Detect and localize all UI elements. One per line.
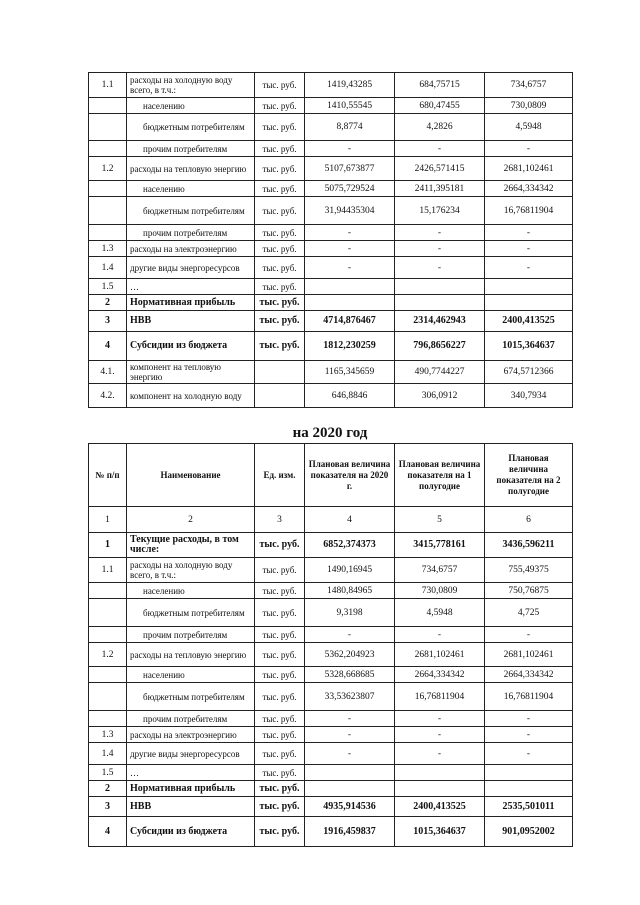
row-value-half-2: 4,725 (485, 599, 573, 627)
row-number: 3 (89, 797, 127, 817)
row-name: Субсидии из бюджета (127, 332, 255, 361)
row-value-half-2: 2681,102461 (485, 157, 573, 181)
budget-table-continued (88, 72, 573, 408)
row-value-half-1: - (395, 225, 485, 241)
row-value-half-2: - (485, 727, 573, 743)
table-row (89, 279, 573, 295)
row-number: 1.4 (89, 257, 127, 279)
budget-table-2020 (88, 443, 573, 847)
row-value-half-2: 674,5712366 (485, 361, 573, 384)
row-unit: тыс. руб. (255, 279, 305, 295)
row-value-plan-year (305, 781, 395, 797)
row-value-half-1: - (395, 257, 485, 279)
row-value-half-1: 734,6757 (395, 558, 485, 583)
row-value-plan-year: 4935,914536 (305, 797, 395, 817)
row-value-half-2: - (485, 627, 573, 643)
row-unit: тыс. руб. (255, 583, 305, 599)
row-name: населению (127, 98, 255, 114)
row-value-half-2: 755,49375 (485, 558, 573, 583)
row-unit: тыс. руб. (255, 817, 305, 847)
row-value-half-2: 2664,334342 (485, 667, 573, 683)
table-row (89, 533, 573, 558)
row-number: 4.1. (89, 361, 127, 384)
row-unit: тыс. руб. (255, 781, 305, 797)
row-value-half-2 (485, 279, 573, 295)
row-number (89, 711, 127, 727)
row-value-half-2: - (485, 257, 573, 279)
header-unit: Ед. изм. (255, 444, 305, 507)
row-value-half-1 (395, 279, 485, 295)
row-value-plan-year: - (305, 257, 395, 279)
row-unit: тыс. руб. (255, 765, 305, 781)
row-name: прочим потребителям (127, 225, 255, 241)
row-value-plan-year: 1916,459837 (305, 817, 395, 847)
row-number (89, 141, 127, 157)
row-number (89, 583, 127, 599)
header-plan-year: Плановая величина показателя на 2020 г. (305, 444, 395, 507)
row-value-plan-year: 9,3198 (305, 599, 395, 627)
row-number: 4 (89, 332, 127, 361)
table-row (89, 781, 573, 797)
row-unit: тыс. руб. (255, 643, 305, 667)
row-value-half-2: - (485, 241, 573, 257)
table-header-row (89, 444, 573, 507)
row-number (89, 98, 127, 114)
row-unit: тыс. руб. (255, 181, 305, 197)
column-number: 2 (127, 507, 255, 533)
row-number: 1.1 (89, 558, 127, 583)
row-value-half-1: - (395, 727, 485, 743)
table-row (89, 181, 573, 197)
row-value-half-1: 796,8656227 (395, 332, 485, 361)
table-row (89, 583, 573, 599)
row-name: … (127, 765, 255, 781)
row-number (89, 114, 127, 141)
table-row (89, 332, 573, 361)
row-unit: тыс. руб. (255, 295, 305, 311)
row-unit: тыс. руб. (255, 683, 305, 711)
row-value-plan-year: 1410,55545 (305, 98, 395, 114)
row-name: Нормативная прибыль (127, 781, 255, 797)
table-row (89, 311, 573, 332)
row-value-half-1: 16,76811904 (395, 683, 485, 711)
row-value-half-1: 490,7744227 (395, 361, 485, 384)
column-number: 3 (255, 507, 305, 533)
row-value-half-1 (395, 781, 485, 797)
row-name: расходы на электроэнергию (127, 727, 255, 743)
row-number: 2 (89, 781, 127, 797)
row-unit: тыс. руб. (255, 114, 305, 141)
row-value-plan-year: - (305, 241, 395, 257)
row-value-half-2: 2664,334342 (485, 181, 573, 197)
table-row (89, 157, 573, 181)
row-value-half-1: - (395, 241, 485, 257)
row-value-half-1: 2400,413525 (395, 797, 485, 817)
row-number: 2 (89, 295, 127, 311)
row-number (89, 667, 127, 683)
row-value-plan-year: - (305, 141, 395, 157)
table-row (89, 643, 573, 667)
row-number: 1.4 (89, 743, 127, 765)
row-unit: тыс. руб. (255, 225, 305, 241)
row-value-plan-year: 1480,84965 (305, 583, 395, 599)
table-row (89, 384, 573, 408)
row-value-half-1: 4,5948 (395, 599, 485, 627)
row-value-half-1: 4,2826 (395, 114, 485, 141)
row-value-half-1: 15,176234 (395, 197, 485, 225)
row-unit: тыс. руб. (255, 711, 305, 727)
row-value-plan-year: 5328,668685 (305, 667, 395, 683)
row-name: бюджетным потребителям (127, 114, 255, 141)
table-row (89, 765, 573, 781)
row-number (89, 627, 127, 643)
row-name: НВВ (127, 797, 255, 817)
row-value-half-1 (395, 295, 485, 311)
table-row (89, 627, 573, 643)
row-name: населению (127, 667, 255, 683)
row-value-half-1: 306,0912 (395, 384, 485, 408)
header-number: № п/п (89, 444, 127, 507)
table-row (89, 711, 573, 727)
row-name: расходы на тепловую энергию (127, 157, 255, 181)
row-value-half-1: 3415,778161 (395, 533, 485, 558)
row-number: 1 (89, 533, 127, 558)
row-name: бюджетным потребителям (127, 599, 255, 627)
row-name: населению (127, 583, 255, 599)
row-value-plan-year: 5075,729524 (305, 181, 395, 197)
table-row (89, 197, 573, 225)
row-name: Субсидии из бюджета (127, 817, 255, 847)
row-name: расходы на холодную воду всего, в т.ч.: (127, 558, 255, 583)
row-value-plan-year: 646,8846 (305, 384, 395, 408)
row-value-half-2: 730,0809 (485, 98, 573, 114)
table-row (89, 558, 573, 583)
row-unit: тыс. руб. (255, 98, 305, 114)
row-value-half-1 (395, 765, 485, 781)
table-row (89, 295, 573, 311)
section-title: на 2020 год (292, 425, 368, 441)
column-number-row (89, 507, 573, 533)
row-value-half-2: 4,5948 (485, 114, 573, 141)
row-number (89, 197, 127, 225)
row-unit: тыс. руб. (255, 743, 305, 765)
row-number (89, 225, 127, 241)
row-name: … (127, 279, 255, 295)
row-value-plan-year: - (305, 711, 395, 727)
row-number: 1.5 (89, 279, 127, 295)
row-value-half-2: 734,6757 (485, 73, 573, 98)
row-value-half-2: 901,0952002 (485, 817, 573, 847)
row-unit (255, 384, 305, 408)
row-value-half-2: - (485, 141, 573, 157)
column-number: 1 (89, 507, 127, 533)
row-name: прочим потребителям (127, 711, 255, 727)
row-number: 4.2. (89, 384, 127, 408)
row-name: расходы на холодную воду всего, в т.ч.: (127, 73, 255, 98)
row-value-plan-year: - (305, 627, 395, 643)
row-name: другие виды энергоресурсов (127, 257, 255, 279)
row-unit: тыс. руб. (255, 533, 305, 558)
table-row (89, 73, 573, 98)
row-value-plan-year: 5107,673877 (305, 157, 395, 181)
row-number (89, 683, 127, 711)
table-row (89, 667, 573, 683)
row-name: компонент на тепловую энергию (127, 361, 255, 384)
row-unit: тыс. руб. (255, 311, 305, 332)
row-value-half-1: - (395, 627, 485, 643)
row-value-half-1: 684,75715 (395, 73, 485, 98)
row-value-half-2: 3436,596211 (485, 533, 573, 558)
row-value-half-1: - (395, 711, 485, 727)
row-value-half-2: 2681,102461 (485, 643, 573, 667)
row-value-half-2: - (485, 225, 573, 241)
row-unit: тыс. руб. (255, 141, 305, 157)
row-unit (255, 361, 305, 384)
row-value-plan-year: 1490,16945 (305, 558, 395, 583)
row-name: бюджетным потребителям (127, 683, 255, 711)
table-row (89, 727, 573, 743)
row-value-half-1: 2426,571415 (395, 157, 485, 181)
column-number: 6 (485, 507, 573, 533)
row-number (89, 181, 127, 197)
table-row (89, 225, 573, 241)
row-value-plan-year: 4714,876467 (305, 311, 395, 332)
row-value-half-2: 2400,413525 (485, 311, 573, 332)
row-name: прочим потребителям (127, 627, 255, 643)
row-value-half-2: 750,76875 (485, 583, 573, 599)
row-value-half-2: - (485, 743, 573, 765)
table-row (89, 683, 573, 711)
row-value-half-1: 2664,334342 (395, 667, 485, 683)
table-row (89, 361, 573, 384)
row-value-half-2: 2535,501011 (485, 797, 573, 817)
table-row (89, 743, 573, 765)
row-number: 1.2 (89, 643, 127, 667)
row-value-plan-year: 1165,345659 (305, 361, 395, 384)
row-unit: тыс. руб. (255, 241, 305, 257)
row-value-plan-year: 1419,43285 (305, 73, 395, 98)
row-value-half-2: 16,76811904 (485, 683, 573, 711)
row-value-plan-year: 5362,204923 (305, 643, 395, 667)
row-value-half-1: 2411,395181 (395, 181, 485, 197)
row-name: НВВ (127, 311, 255, 332)
row-value-half-1: - (395, 141, 485, 157)
row-name: Текущие расходы, в том числе: (127, 533, 255, 558)
row-unit: тыс. руб. (255, 727, 305, 743)
row-value-half-1: 730,0809 (395, 583, 485, 599)
row-value-half-1: 2681,102461 (395, 643, 485, 667)
row-value-plan-year: 8,8774 (305, 114, 395, 141)
row-value-plan-year: - (305, 727, 395, 743)
row-value-half-1: 680,47455 (395, 98, 485, 114)
row-value-half-2 (485, 781, 573, 797)
row-name: бюджетным потребителям (127, 197, 255, 225)
header-plan-half-2: Плановая величина показателя на 2 полугодие (485, 444, 573, 507)
row-value-half-2: 340,7934 (485, 384, 573, 408)
row-value-half-1: 1015,364637 (395, 817, 485, 847)
header-plan-half-1: Плановая величина показателя на 1 полугодие (395, 444, 485, 507)
row-value-plan-year: - (305, 743, 395, 765)
row-number: 4 (89, 817, 127, 847)
row-value-half-2: 16,76811904 (485, 197, 573, 225)
row-name: населению (127, 181, 255, 197)
table-row (89, 241, 573, 257)
row-unit: тыс. руб. (255, 627, 305, 643)
row-unit: тыс. руб. (255, 667, 305, 683)
row-number: 1.5 (89, 765, 127, 781)
row-value-plan-year: 31,94435304 (305, 197, 395, 225)
row-value-half-2: 1015,364637 (485, 332, 573, 361)
row-name: компонент на холодную воду (127, 384, 255, 408)
row-unit: тыс. руб. (255, 332, 305, 361)
row-name: прочим потребителям (127, 141, 255, 157)
row-name: другие виды энергоресурсов (127, 743, 255, 765)
column-number: 5 (395, 507, 485, 533)
row-number: 1.2 (89, 157, 127, 181)
row-unit: тыс. руб. (255, 257, 305, 279)
row-number: 1.3 (89, 241, 127, 257)
row-number: 1.1 (89, 73, 127, 98)
row-value-plan-year (305, 765, 395, 781)
column-number: 4 (305, 507, 395, 533)
row-value-plan-year: 33,53623807 (305, 683, 395, 711)
table-row (89, 599, 573, 627)
row-unit: тыс. руб. (255, 558, 305, 583)
row-unit: тыс. руб. (255, 599, 305, 627)
row-value-plan-year: 6852,374373 (305, 533, 395, 558)
table-row (89, 98, 573, 114)
table-row (89, 141, 573, 157)
table-row (89, 114, 573, 141)
header-name: Наименование (127, 444, 255, 507)
row-value-plan-year (305, 295, 395, 311)
row-unit: тыс. руб. (255, 197, 305, 225)
row-value-plan-year (305, 279, 395, 295)
row-name: расходы на тепловую энергию (127, 643, 255, 667)
row-name: расходы на электроэнергию (127, 241, 255, 257)
table-row (89, 817, 573, 847)
row-value-half-1: 2314,462943 (395, 311, 485, 332)
row-number (89, 599, 127, 627)
row-value-plan-year: 1812,230259 (305, 332, 395, 361)
row-unit: тыс. руб. (255, 797, 305, 817)
table-row (89, 257, 573, 279)
row-value-plan-year: - (305, 225, 395, 241)
row-value-half-2 (485, 295, 573, 311)
row-value-half-1: - (395, 743, 485, 765)
row-value-half-2 (485, 765, 573, 781)
row-name: Нормативная прибыль (127, 295, 255, 311)
row-value-half-2: - (485, 711, 573, 727)
row-unit: тыс. руб. (255, 157, 305, 181)
row-number: 1.3 (89, 727, 127, 743)
table-row (89, 797, 573, 817)
row-unit: тыс. руб. (255, 73, 305, 98)
row-number: 3 (89, 311, 127, 332)
